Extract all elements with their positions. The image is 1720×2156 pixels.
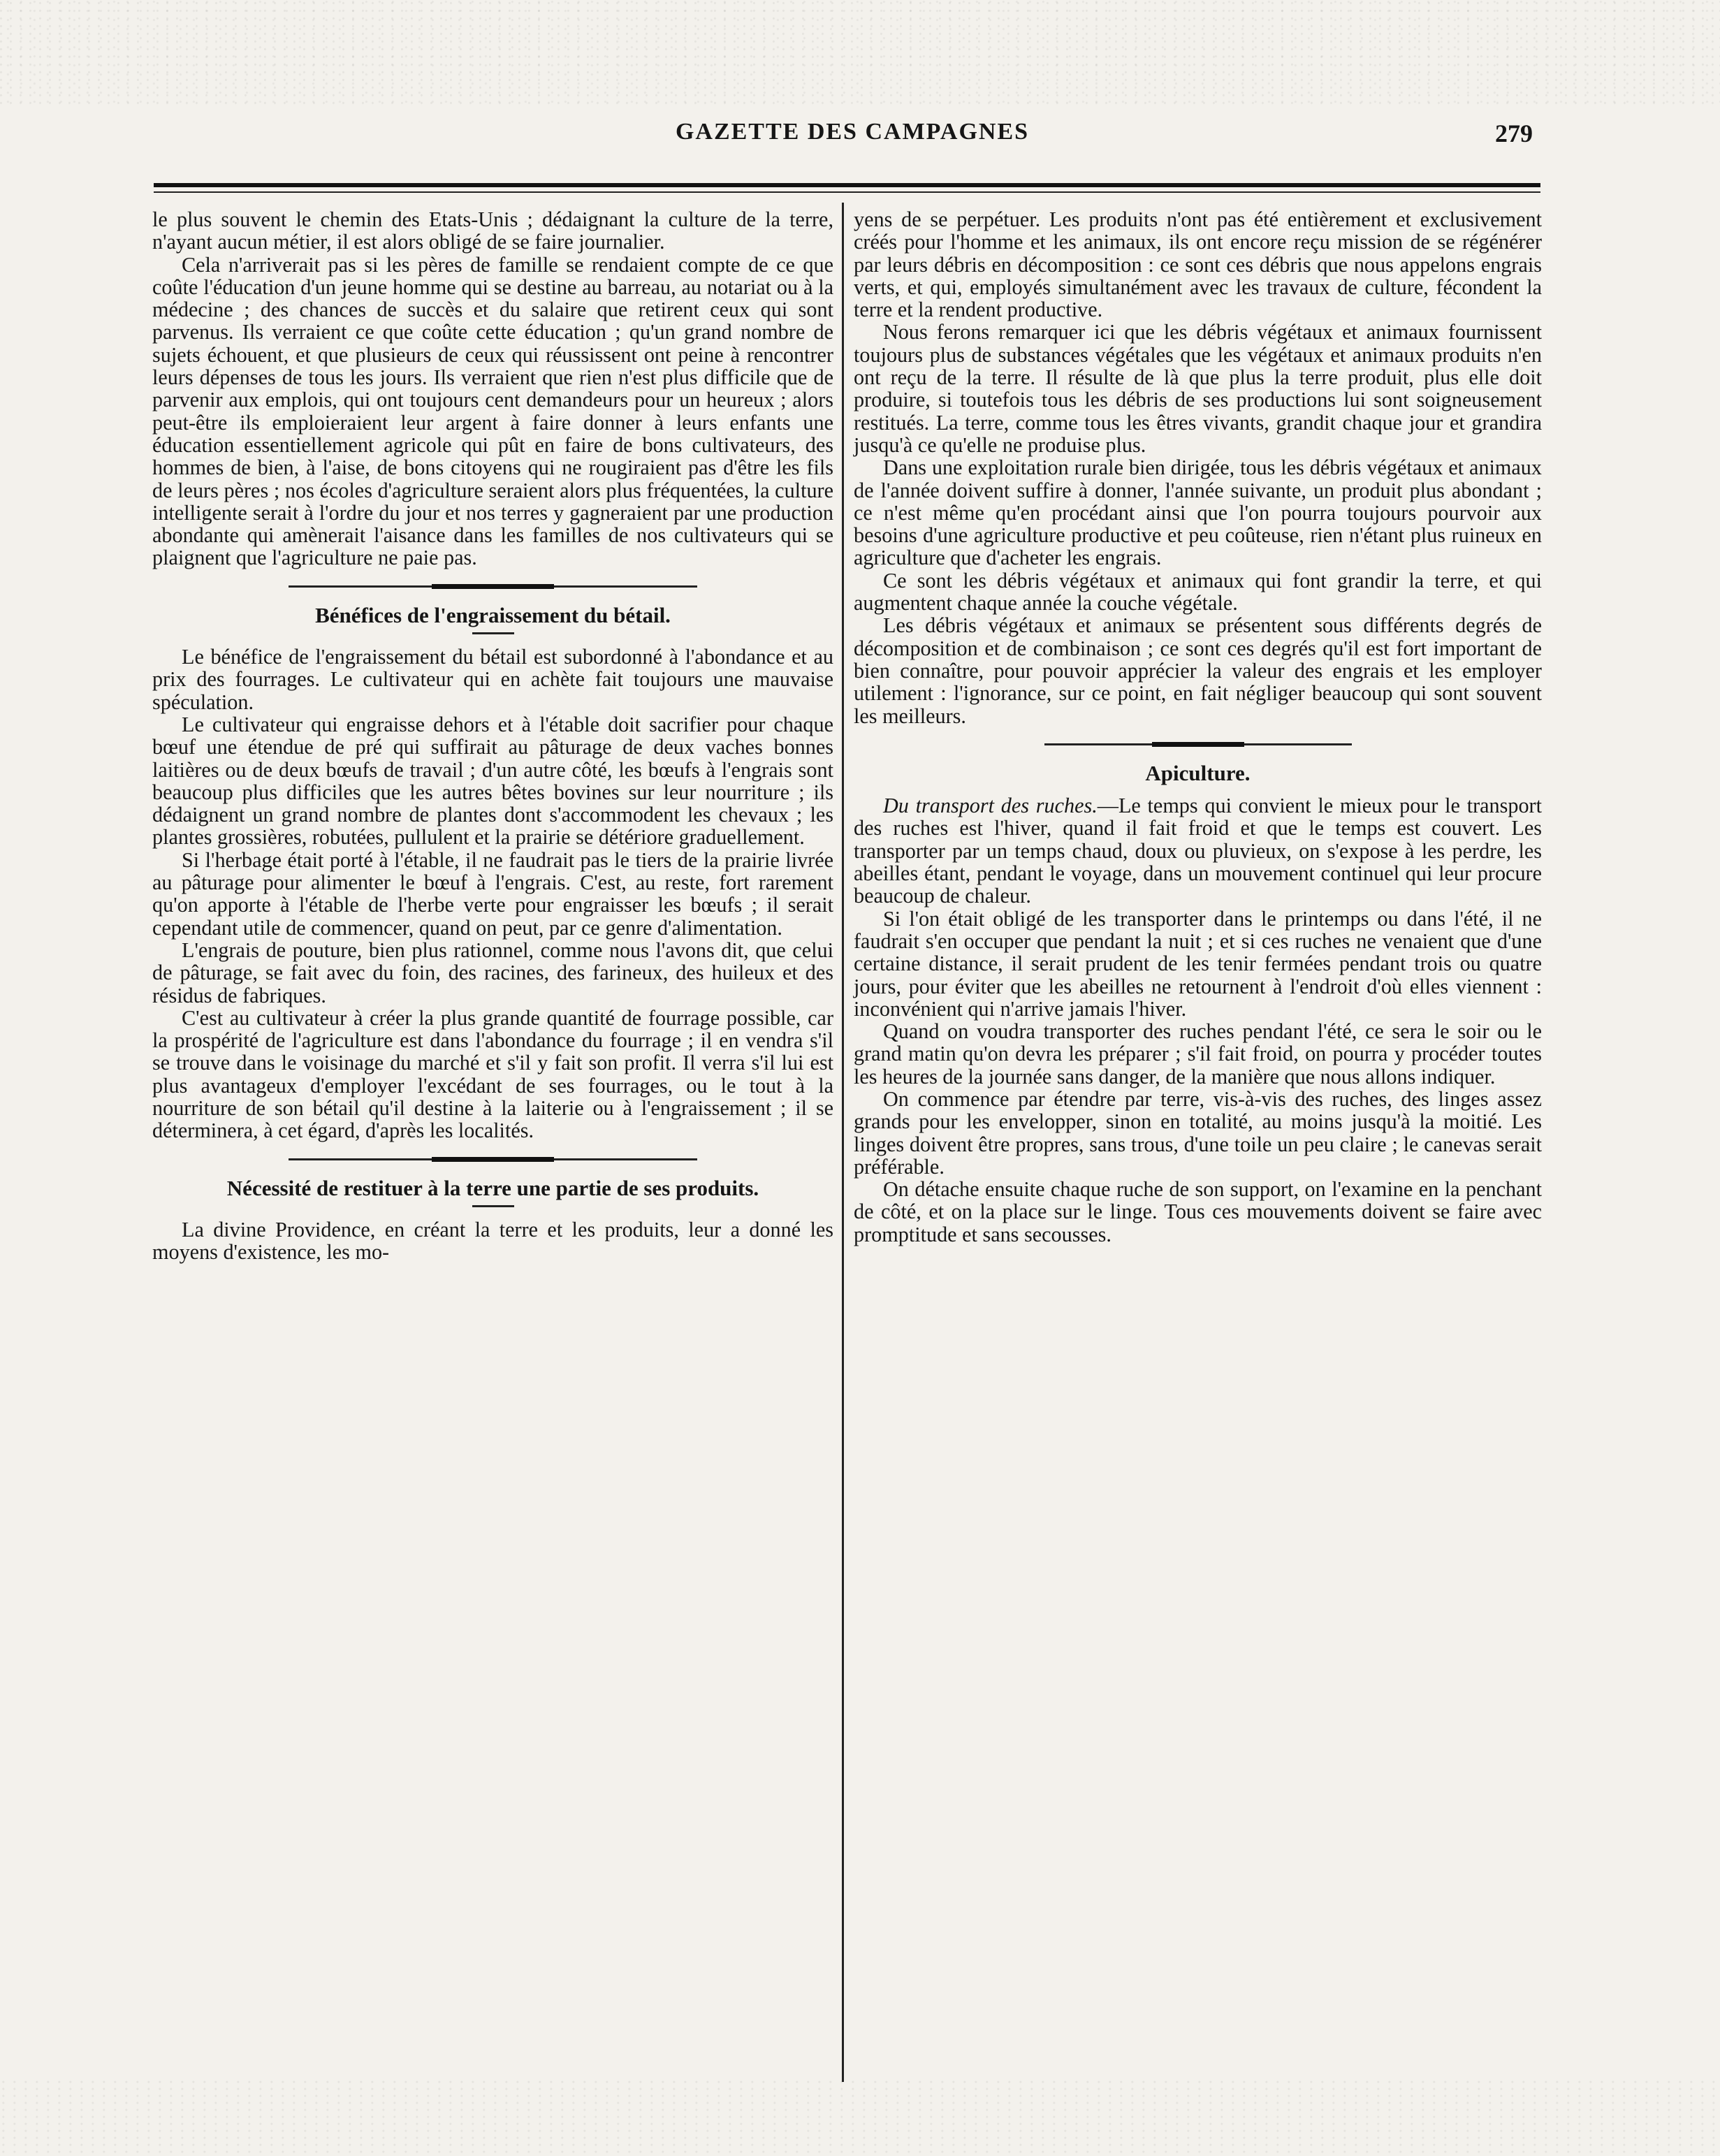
- paragraph: Si l'herbage était porté à l'étable, il ne faudrait pas le tiers de la prairie livrée au pâturage pour alimenter le bœuf à l'engrais. C'est, au reste, fort rarement qu'on apporte à l'étable de l'herbe verte pour engraisser les bœufs ; il serait cependant utile de commencer, quand on peut, par ce genre d'alimentation.: [152, 847, 833, 940]
- column-divider: [842, 203, 844, 2082]
- paragraph: Le bénéfice de l'engraissement du bétail est subordonné à l'abondance et au prix des fourrages. Le cultivateur qui en achète fait toujours une mauvaise spéculation.: [152, 645, 833, 714]
- spacer: [854, 785, 1542, 794]
- paragraph: Dans une exploitation rurale bien dirigée, tous les débris végétaux et animaux de l'année doivent suffire à donner, l'année suivante, un produit plus abondant ; ce n'est même qu'en procédant ainsi que l'on pourra toujours pourvoir aux besoins d'une agriculture productive et peu coûteuse, rien n'étant plus ruineux en agriculture que d'acheter les engrais.: [854, 456, 1542, 570]
- paragraph: Nous ferons remarquer ici que les débris végétaux et animaux fournissent toujours plus de substances végétales que les végétaux et animaux produits n'en ont reçu de la terre. Il résulte de là que plus la terre produit, plus elle doit produire, si toutefois tous les débris de ses productions lui sont soigneusement restitués. La terre, comme tous les êtres vivants, grandit chaque jour et grandira jusqu'à ce qu'elle ne produise plus.: [854, 320, 1542, 457]
- page-number: 279: [1495, 119, 1533, 147]
- lead-in: Du transport des ruches.: [883, 794, 1098, 818]
- paragraph: On détache ensuite chaque ruche de son support, on l'examine en la penchant de côté, et on la place sur le linge. Tous ces mouvements doivent se faire avec promptitude et sans secousses.: [854, 1177, 1542, 1246]
- section-separator: [289, 1155, 697, 1165]
- paragraph: [854, 794, 1542, 907]
- running-head: GAZETTE DES CAMPAGNES: [675, 119, 1030, 145]
- paragraph: Cela n'arriverait pas si les pères de famille se rendaient compte de ce que coûte l'éducation d'un jeune homme qui se destine au barreau, au notariat ou à la médecine ; des chances de succès et du salaire que retirent ceux qui sont parvenus. Ils verraient ce que coûte cette éducation ; qu'un grand nombre de sujets échouent, et que plusieurs de ceux qui réussissent ont peine à rencontrer leurs dépenses de tous les jours. Ils verraient que rien n'est plus difficile que de parvenir aux emplois, qui ont toujours cent demandeurs pour un heureux ; alors peut-être ils emploieraient leur argent à faire donner à leurs enfants une éducation essentiellement agricole qui pût en faire de bons cultivateurs, des hommes de bien, à l'aise, de bons citoyens qui ne rougiraient pas d'être les fils de leurs pères ; nos écoles d'agriculture seraient alors plus fréquentées, la culture intelligente serait à l'ordre du jour et nos terres y gagneraient par une production abondante qui amènerait l'aisance dans les familles de nos cultivateurs qui se plaignent que l'agriculture ne paie pas.: [152, 252, 833, 570]
- paragraph: Ce sont les débris végétaux et animaux qui font grandir la terre, et qui augmentent chaque année la couche végétale.: [854, 568, 1542, 616]
- section-separator: [1044, 740, 1352, 750]
- header-rule-thin: [154, 191, 1540, 193]
- section-separator: [289, 582, 697, 592]
- paragraph: le plus souvent le chemin des Etats-Unis ; dédaignant la culture de la terre, n'ayant aucun métier, il est alors obligé de se faire journalier.: [152, 207, 833, 254]
- paragraph: C'est au cultivateur à créer la plus grande quantité de fourrage possible, car la prospérité de l'agriculture est dans l'abondance du fourrage ; il en vendra s'il se trouve dans le voisinage du marché et s'il y fait son profit. Il verra s'il lui est plus avantageux d'employer l'excédant de ses fourrages, ou le tout à la nourriture de son bétail qu'il destine à la laiterie ou à l'engraissement ; il se déterminera, à cet égard, d'après les localités.: [152, 1005, 833, 1143]
- paragraph: La divine Providence, en créant la terre et les produits, leur a donné les moyens d'existence, les mo-: [152, 1217, 833, 1265]
- paragraph: Le cultivateur qui engraisse dehors et à l'étable doit sacrifier pour chaque bœuf une étendue de pré qui suffirait au pâturage de deux vaches bonnes laitières ou de deux bœufs de travail ; d'un autre côté, les bœufs à l'engrais sont beaucoup plus difficiles que les autres bêtes bovines sur leur nourriture ; ils dédaignent un grand nombre de plantes dont s'accommodent les chevaux ; les plantes grossières, robutées, pullulent et la prairie se détériore graduellement.: [152, 712, 833, 850]
- paragraph: Les débris végétaux et animaux se présentent sous différents degrés de décomposition et de combinaison ; ce sont ces degrés qu'il est fort important de bien connaître, pour pouvoir apprécier la valeur des engrais et les employer utilement : l'ignorance, sur ce point, en fait négliger beaucoup qui sont souvent les meilleurs.: [854, 613, 1542, 728]
- section-heading: Bénéfices de l'engraissement du bétail.: [315, 602, 671, 627]
- paragraph: On commence par étendre par terre, vis-à-vis des ruches, des linges assez grands pour les envelopper, sinon en totalité, au moins jusqu'à la moitié. Les linges doivent être propres, sans trous, d'une toile un peu claire ; le canevas serait préférable.: [854, 1086, 1542, 1179]
- heading-dash: [472, 1205, 514, 1207]
- paragraph: Si l'on était obligé de les transporter dans le printemps ou dans l'été, il ne faudrait s'en occuper que pendant la nuit ; et si ces ruches ne venaient que d'une certaine distance, il serait prudent de les tenir fermées pendant trois ou quatre jours, pour éviter que les abeilles ne retournent à l'endroit d'où elles viennent : inconvénient qui n'arrive jamais l'hiver.: [854, 906, 1542, 1021]
- paragraph-text: —Le temps qui convient le mieux pour le transport des ruches est l'hiver, quand il fait froid et que le temps est couvert. Les transporter par un temps chaud, doux ou pluvieux, on s'expose à les perdre, les abeilles étant, pendant le voyage, dans un mouvement continuel qui leur procure beaucoup de chaleur.: [854, 794, 1543, 908]
- right-column: [854, 208, 1542, 1246]
- paragraph: L'engrais de pouture, bien plus rationnel, comme nous l'avons dit, que celui de pâturage, se fait avec du foin, des racines, des farineux, des huileux et des résidus de fabriques.: [152, 938, 833, 1007]
- section-heading: Apiculture.: [1145, 760, 1251, 785]
- scan-noise-bottom: [0, 2078, 1720, 2156]
- heading-dash: [472, 632, 514, 634]
- section-heading: Nécessité de restituer à la terre une partie de ses produits.: [226, 1175, 759, 1200]
- paragraph: Quand on voudra transporter des ruches pendant l'été, ce sera le soir ou le grand matin qu'on devra les préparer ; s'il fait froid, on pourra y procéder toutes les heures de la journée sans danger, de la manière que nous allons indiquer.: [854, 1019, 1542, 1088]
- paragraph: yens de se perpétuer. Les produits n'ont pas été entièrement et exclusivement créés pour l'homme et les animaux, ils ont encore reçu mission de se régénérer par leurs débris en décomposition : ce sont ces débris que nous appelons engrais verts, et qui, employés simultanément avec les travaux de culture, fécondent la terre et la rendent productive.: [854, 207, 1542, 322]
- scan-noise-top: [0, 0, 1720, 105]
- left-column: [152, 208, 833, 1263]
- header-rule: [154, 183, 1540, 187]
